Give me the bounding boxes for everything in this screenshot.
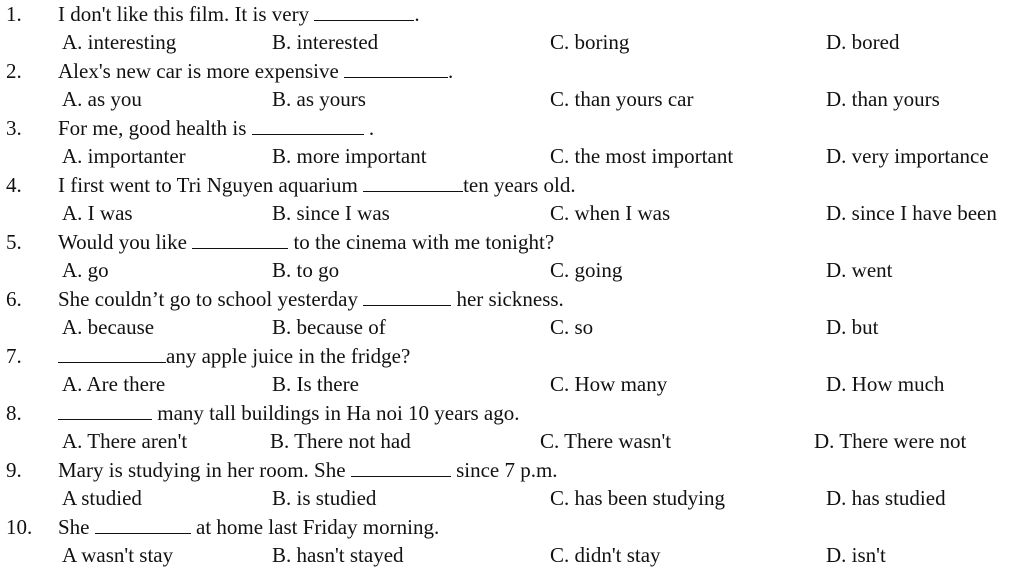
option-c: C. so [550, 315, 594, 339]
question-10 [0, 513, 1024, 570]
cropped-next-line [0, 566, 1024, 574]
stem-before: Mary is studying in her room. She [58, 458, 346, 482]
option-c: C. has been studying [550, 486, 725, 510]
option-a: A studied [62, 486, 142, 510]
stem-before: Alex's new car is more expensive [58, 59, 339, 83]
option-a: A. as you [62, 87, 142, 111]
answer-blank [363, 173, 463, 192]
question-number: 2. [6, 59, 22, 83]
question-8 [0, 399, 1024, 456]
answer-blank [344, 59, 448, 78]
option-d: D. since I have been [826, 201, 997, 225]
stem-after: many tall buildings in Ha noi 10 years ago. [157, 401, 520, 425]
stem-after: ten years old. [463, 173, 576, 197]
question-number: 3. [6, 116, 22, 140]
question-stem [6, 57, 453, 85]
option-a: A wasn't stay [62, 543, 174, 567]
option-c: C. going [550, 258, 623, 282]
option-a: A. interesting [62, 30, 177, 54]
option-b: B. There not had [270, 429, 411, 453]
option-c: C. didn't stay [550, 543, 661, 567]
stem-after: to the cinema with me tonight? [293, 230, 555, 254]
option-b: B. since I was [272, 201, 390, 225]
question-stem [6, 228, 554, 256]
option-d: D. went [826, 258, 893, 282]
question-1 [0, 0, 1024, 57]
option-c: C. when I was [550, 201, 671, 225]
question-3 [0, 114, 1024, 171]
stem-before: Would you like [58, 230, 187, 254]
option-a: A. importanter [62, 144, 186, 168]
question-number: 6. [6, 287, 22, 311]
option-b: B. interested [272, 30, 379, 54]
option-a: A. There aren't [62, 429, 188, 453]
stem-after: . [368, 116, 375, 140]
question-stem [6, 513, 439, 541]
option-d: D. but [826, 315, 879, 339]
option-b: B. because of [272, 315, 386, 339]
answer-blank [192, 230, 288, 249]
option-d: D. How much [826, 372, 945, 396]
stem-after: . [414, 2, 420, 26]
answer-blank [314, 2, 414, 21]
question-4 [0, 171, 1024, 228]
answer-blank [95, 515, 191, 534]
question-6 [0, 285, 1024, 342]
answer-blank [351, 458, 451, 477]
option-b: B. as yours [272, 87, 366, 111]
answer-blank [363, 287, 451, 306]
stem-before: She [58, 515, 90, 539]
question-number: 9. [6, 458, 22, 482]
question-2 [0, 57, 1024, 114]
option-d: D. has studied [826, 486, 946, 510]
question-number: 10. [6, 515, 33, 539]
answer-blank [58, 401, 152, 420]
option-b: B. Is there [272, 372, 359, 396]
stem-after: her sickness. [456, 287, 564, 311]
answer-blank [252, 116, 364, 135]
question-stem [6, 171, 576, 199]
question-number: 5. [6, 230, 22, 254]
option-d: D. isn't [826, 543, 886, 567]
stem-before: For me, good health is [58, 116, 247, 140]
question-number: 1. [6, 2, 22, 26]
option-c: C. There wasn't [540, 429, 672, 453]
option-c: C. than yours car [550, 87, 694, 111]
question-stem [6, 285, 564, 313]
question-number: 8. [6, 401, 22, 425]
option-d: D. very importance [826, 144, 989, 168]
option-c: C. How many [550, 372, 668, 396]
option-a: A. go [62, 258, 109, 282]
option-b: B. to go [272, 258, 340, 282]
option-b: B. more important [272, 144, 427, 168]
question-7 [0, 342, 1024, 399]
answer-blank [58, 344, 166, 363]
question-stem [6, 114, 374, 142]
question-stem [6, 399, 519, 427]
stem-after: . [448, 59, 454, 83]
option-c: C. boring [550, 30, 630, 54]
stem-before: I first went to Tri Nguyen aquarium [58, 173, 358, 197]
option-b: B. hasn't stayed [272, 543, 404, 567]
question-stem [6, 0, 420, 28]
option-d: D. bored [826, 30, 900, 54]
question-5 [0, 228, 1024, 285]
question-stem [6, 456, 558, 484]
stem-after: any apple juice in the fridge? [166, 344, 411, 368]
stem-before: She couldn’t go to school yesterday [58, 287, 358, 311]
option-b: B. is studied [272, 486, 377, 510]
question-stem [6, 342, 410, 370]
question-number: 7. [6, 344, 22, 368]
stem-before: I don't like this film. It is very [58, 2, 310, 26]
question-9 [0, 456, 1024, 513]
option-a: A. I was [62, 201, 133, 225]
option-d: D. There were not [814, 429, 967, 453]
option-a: A. Are there [62, 372, 166, 396]
option-c: C. the most important [550, 144, 734, 168]
option-d: D. than yours [826, 87, 940, 111]
stem-after: since 7 p.m. [456, 458, 558, 482]
option-a: A. because [62, 315, 155, 339]
question-number: 4. [6, 173, 22, 197]
stem-after: at home last Friday morning. [196, 515, 440, 539]
